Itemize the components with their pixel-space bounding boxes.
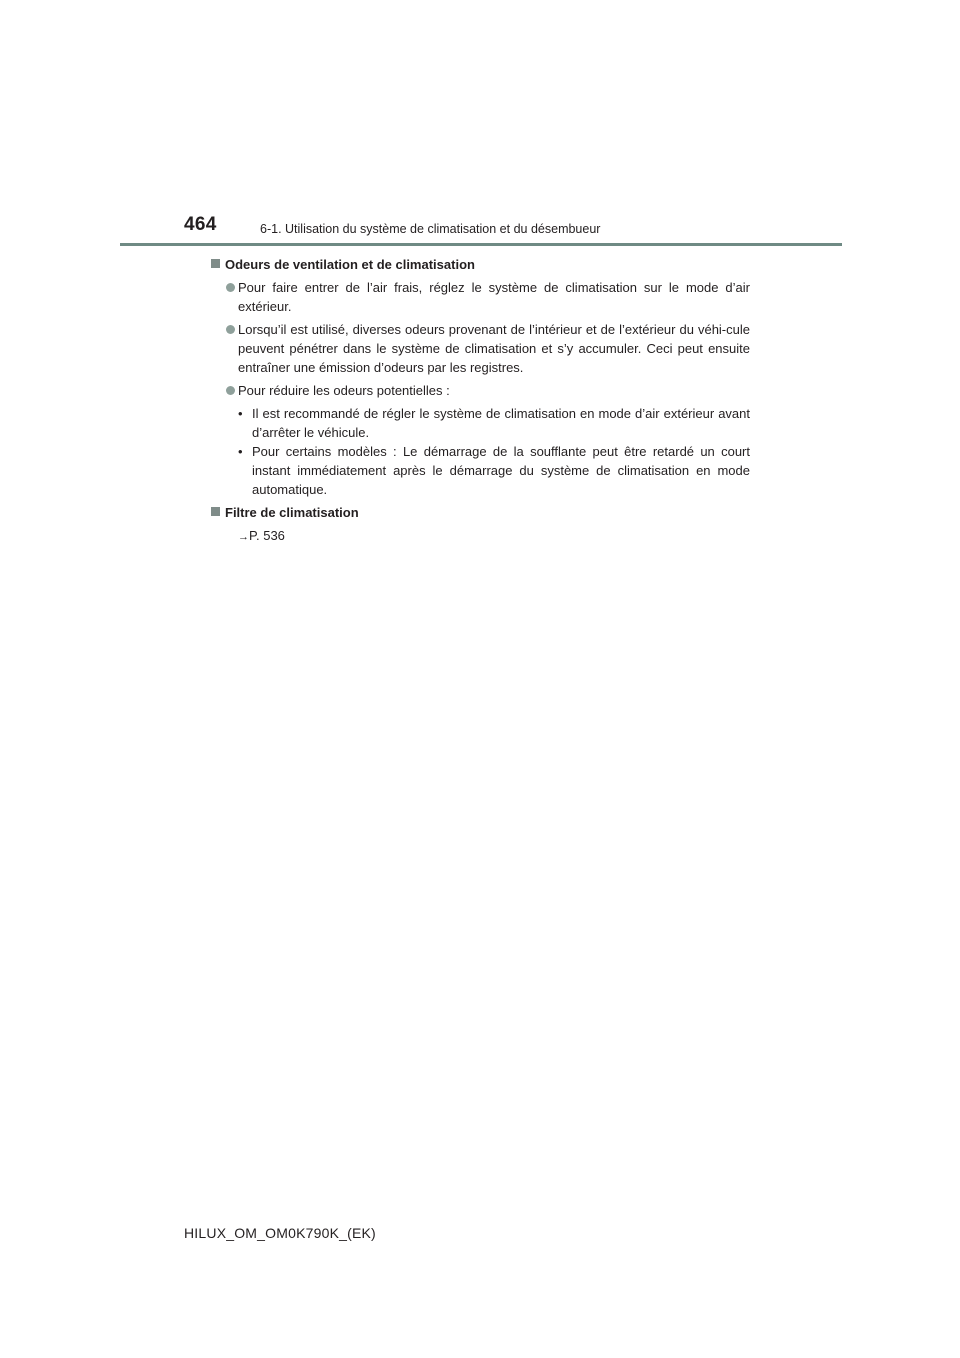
bullet-text: Pour faire entrer de l’air frais, réglez le système de climatisation sur le mode d’air extérieur. (238, 280, 750, 314)
round-bullet-icon (226, 325, 235, 334)
heading-text: Filtre de climatisation (225, 505, 359, 520)
header-rule (120, 243, 842, 246)
page-reference[interactable] (210, 526, 750, 547)
page-content (210, 255, 750, 547)
list-item (210, 278, 750, 316)
small-dot-icon: • (238, 406, 243, 421)
arrow-right-icon: → (238, 531, 249, 543)
round-bullet-icon (226, 386, 235, 395)
sub-item-text: Pour certains modèles : Le démarrage de la soufflante peut être retardé un court instant immédiatement après le démarrage du système de climatisation en mode automatique. (252, 444, 750, 497)
bullet-text: Lorsqu’il est utilisé, diverses odeurs provenant de l’intérieur et de l’extérieur du véhi-cule peuvent pénétrer dans le système de climatisation et s’y accumuler. Ceci peut ensuite entraîner une émission d’odeurs par les registres. (238, 322, 750, 375)
list-item (210, 320, 750, 377)
small-dot-icon: • (238, 444, 243, 459)
heading-text: Odeurs de ventilation et de climatisation (225, 257, 475, 272)
document-code: HILUX_OM_OM0K790K_(EK) (184, 1225, 376, 1241)
sub-list-item (210, 404, 750, 442)
square-bullet-icon (211, 507, 220, 516)
reference-text: P. 536 (249, 528, 285, 543)
bullet-text: Pour réduire les odeurs potentielles : (238, 383, 450, 398)
heading-odeurs (210, 255, 750, 274)
section-header: 6-1. Utilisation du système de climatisation et du désembueur (260, 222, 601, 236)
sub-list (210, 404, 750, 499)
sub-item-text: Il est recommandé de régler le système de climatisation en mode d’air extérieur avant d’arrêter le véhicule. (252, 406, 750, 440)
sub-list-item (210, 442, 750, 499)
page-number: 464 (184, 214, 217, 235)
round-bullet-icon (226, 283, 235, 292)
list-item (210, 381, 750, 400)
square-bullet-icon (211, 259, 220, 268)
heading-filtre (210, 503, 750, 522)
